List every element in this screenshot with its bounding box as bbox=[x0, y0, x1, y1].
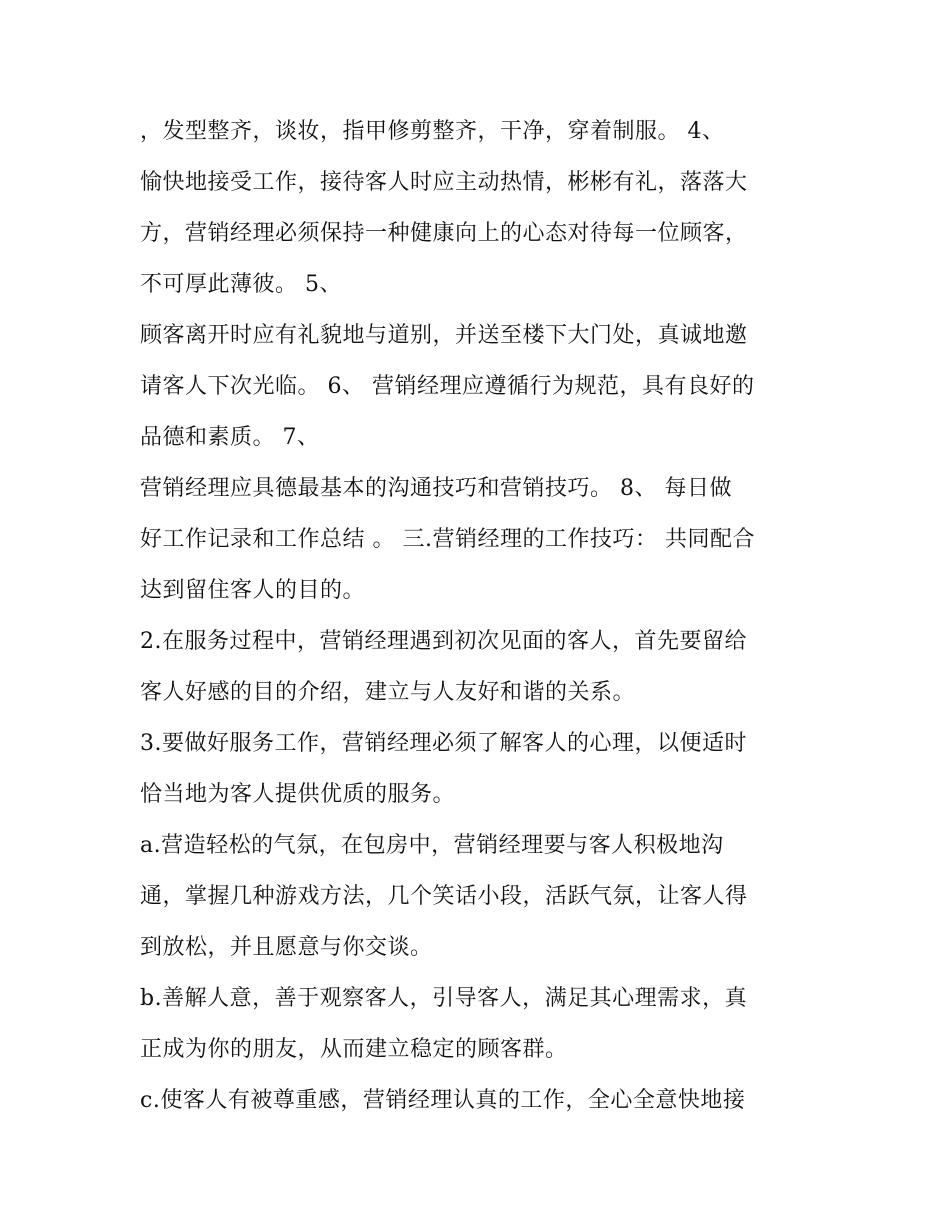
text-line: 通，掌握几种游戏方法，几个笑话小段，活跃气氛，让客人得 bbox=[140, 884, 748, 909]
text-line: 恰当地为客人提供优质的服务。 bbox=[140, 782, 456, 807]
text-line: 愉快地接受工作，接待客人时应主动热情，彬彬有礼，落落大 bbox=[140, 170, 748, 195]
text-line: 方，营销经理必须保持一种健康向上的心态对待每一位顾客， bbox=[140, 221, 748, 246]
text-line: ，发型整齐，谈妆，指甲修剪整齐，干净，穿着制服。 4、 bbox=[140, 119, 725, 144]
text-line: 不可厚此薄彼。 5、 bbox=[140, 272, 342, 297]
text-line: 2.在服务过程中，营销经理遇到初次见面的客人，首先要留给 bbox=[140, 629, 747, 654]
text-line: 到放松，并且愿意与你交谈。 bbox=[140, 935, 433, 960]
text-line: 达到留住客人的目的。 bbox=[140, 578, 366, 603]
text-line: 请客人下次光临。 6、 营销经理应遵循行为规范，具有良好的 bbox=[140, 374, 755, 399]
text-line: 品德和素质。 7、 bbox=[140, 425, 320, 450]
text-line: 好工作记录和工作总结 。 三.营销经理的工作技巧： 共同配合 bbox=[140, 527, 755, 552]
text-line: c.使客人有被尊重感，营销经理认真的工作，全心全意快地接 bbox=[140, 1088, 746, 1113]
text-line: b.善解人意，善于观察客人，引导客人，满足其心理需求，真 bbox=[140, 986, 748, 1011]
document-body bbox=[140, 106, 820, 1126]
text-line: 3.要做好服务工作，营销经理必须了解客人的心理，以便适时 bbox=[140, 731, 747, 756]
text-line: 客人好感的目的介绍，建立与人友好和谐的关系。 bbox=[140, 680, 636, 705]
text-line: 营销经理应具德最基本的沟通技巧和营销技巧。 8、 每日做 bbox=[140, 476, 732, 501]
text-line: a.营造轻松的气氛，在包房中，营销经理要与客人积极地沟 bbox=[140, 833, 724, 858]
text-line: 顾客离开时应有礼貌地与道别，并送至楼下大门处，真诚地邀 bbox=[140, 323, 748, 348]
text-line: 正成为你的朋友，从而建立稳定的顾客群。 bbox=[140, 1037, 568, 1062]
